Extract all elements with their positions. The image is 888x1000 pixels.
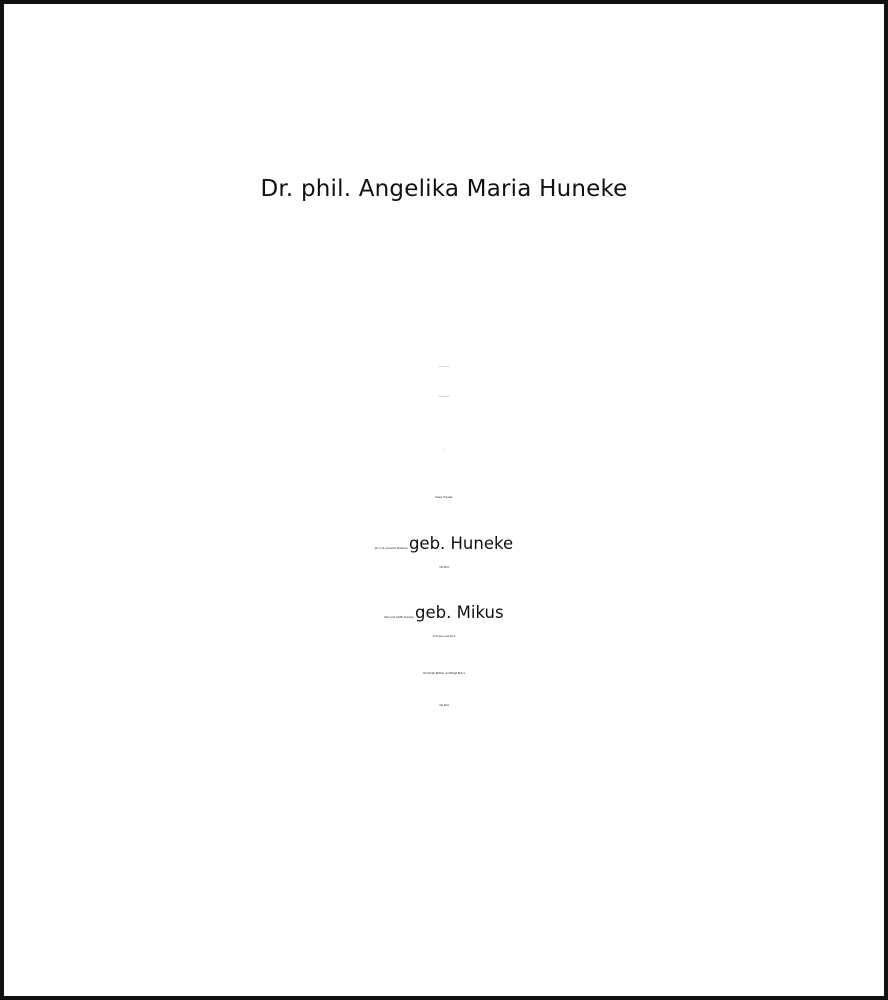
donation-line bbox=[4, 930, 884, 948]
funeral-info-line bbox=[4, 767, 884, 785]
mourner-line: mit Piet bbox=[439, 566, 449, 569]
mourner-line: Klaus Huneke bbox=[435, 496, 453, 499]
donation-line bbox=[4, 948, 884, 966]
funeral-info-line bbox=[4, 803, 884, 821]
mourner-birth-name: geb. Huneke bbox=[408, 534, 514, 553]
donation-line bbox=[4, 912, 884, 930]
mourner-line: Jan und Annerike Rietema, geb. Huneke bbox=[374, 534, 514, 553]
mourner-line: mit Paul bbox=[438, 704, 450, 707]
motto-line bbox=[4, 74, 884, 94]
condolence-line bbox=[4, 877, 884, 895]
condolence-line bbox=[4, 859, 884, 877]
mourner-line: Paul und Judith Huneke, geb. Mikus bbox=[384, 603, 504, 622]
funeral-info-line bbox=[4, 821, 884, 839]
quote-line bbox=[4, 382, 884, 412]
mourner-line: Christoph Rüther und Birgit Brüns bbox=[422, 672, 466, 675]
quote-line bbox=[4, 352, 884, 382]
funeral-info-line bbox=[4, 785, 884, 803]
mourner-birth-name: geb. Mikus bbox=[415, 603, 504, 622]
motto-line bbox=[4, 55, 884, 75]
motto-line bbox=[4, 36, 884, 56]
deceased-name: Dr. phil. Angelika Maria Huneke bbox=[260, 176, 628, 202]
mourner-line: mit Lean und Juna bbox=[432, 635, 456, 638]
